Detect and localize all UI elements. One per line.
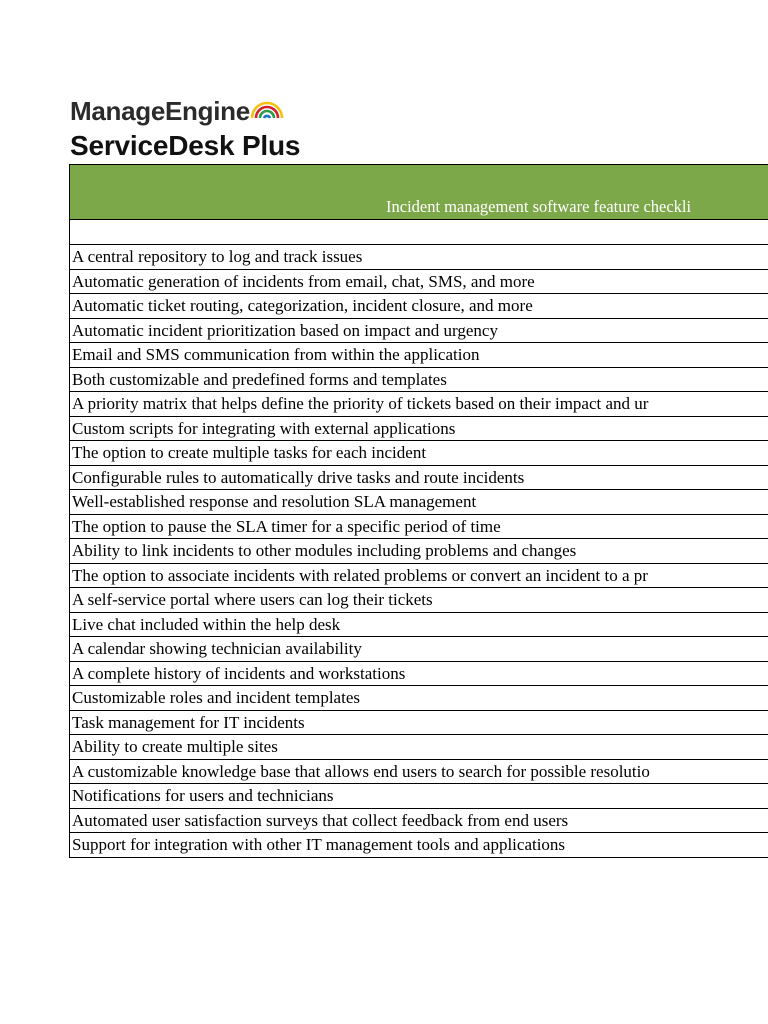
feature-row[interactable]: Ability to create multiple sites	[70, 735, 768, 760]
logo-arcs-icon	[248, 92, 286, 122]
feature-row[interactable]: Both customizable and predefined forms and templates	[70, 368, 768, 393]
logo-product-text: ServiceDesk Plus	[70, 130, 301, 161]
feature-row[interactable]: The option to associate incidents with related problems or convert an incident to a pr	[70, 564, 768, 589]
feature-row[interactable]: A self-service portal where users can log their tickets	[70, 588, 768, 613]
feature-checklist-table	[69, 164, 768, 858]
feature-row[interactable]: The option to pause the SLA timer for a specific period of time	[70, 515, 768, 540]
feature-row[interactable]: Well-established response and resolution SLA management	[70, 490, 768, 515]
feature-row[interactable]: Notifications for users and technicians	[70, 784, 768, 809]
feature-row[interactable]: Automatic ticket routing, categorization, incident closure, and more	[70, 294, 768, 319]
feature-rows	[70, 245, 768, 858]
feature-row[interactable]: Automated user satisfaction surveys that collect feedback from end users	[70, 809, 768, 834]
feature-row[interactable]: Task management for IT incidents	[70, 711, 768, 736]
feature-row[interactable]: The option to create multiple tasks for each incident	[70, 441, 768, 466]
feature-row[interactable]: Automatic incident prioritization based on impact and urgency	[70, 319, 768, 344]
logo-brand-text: ManageEngine	[70, 96, 250, 126]
feature-row[interactable]: Live chat included within the help desk	[70, 613, 768, 638]
feature-row[interactable]: Email and SMS communication from within the application	[70, 343, 768, 368]
feature-row[interactable]: A complete history of incidents and workstations	[70, 662, 768, 687]
feature-row[interactable]: Support for integration with other IT management tools and applications	[70, 833, 768, 858]
feature-row[interactable]: Customizable roles and incident templates	[70, 686, 768, 711]
feature-row[interactable]: Custom scripts for integrating with external applications	[70, 417, 768, 442]
feature-row[interactable]: Ability to link incidents to other modules including problems and changes	[70, 539, 768, 564]
feature-row[interactable]: Automatic generation of incidents from email, chat, SMS, and more	[70, 270, 768, 295]
table-header	[70, 165, 768, 220]
feature-row[interactable]: A calendar showing technician availability	[70, 637, 768, 662]
feature-row[interactable]: A customizable knowledge base that allows end users to search for possible resolutio	[70, 760, 768, 785]
table-title: Incident management software feature checkli	[386, 197, 692, 216]
blank-row	[70, 220, 768, 245]
feature-row[interactable]: Configurable rules to automatically drive tasks and route incidents	[70, 466, 768, 491]
feature-row[interactable]: A priority matrix that helps define the priority of tickets based on their impact and ur	[70, 392, 768, 417]
feature-row[interactable]: A central repository to log and track issues	[70, 245, 768, 270]
manageengine-logo	[70, 92, 330, 164]
